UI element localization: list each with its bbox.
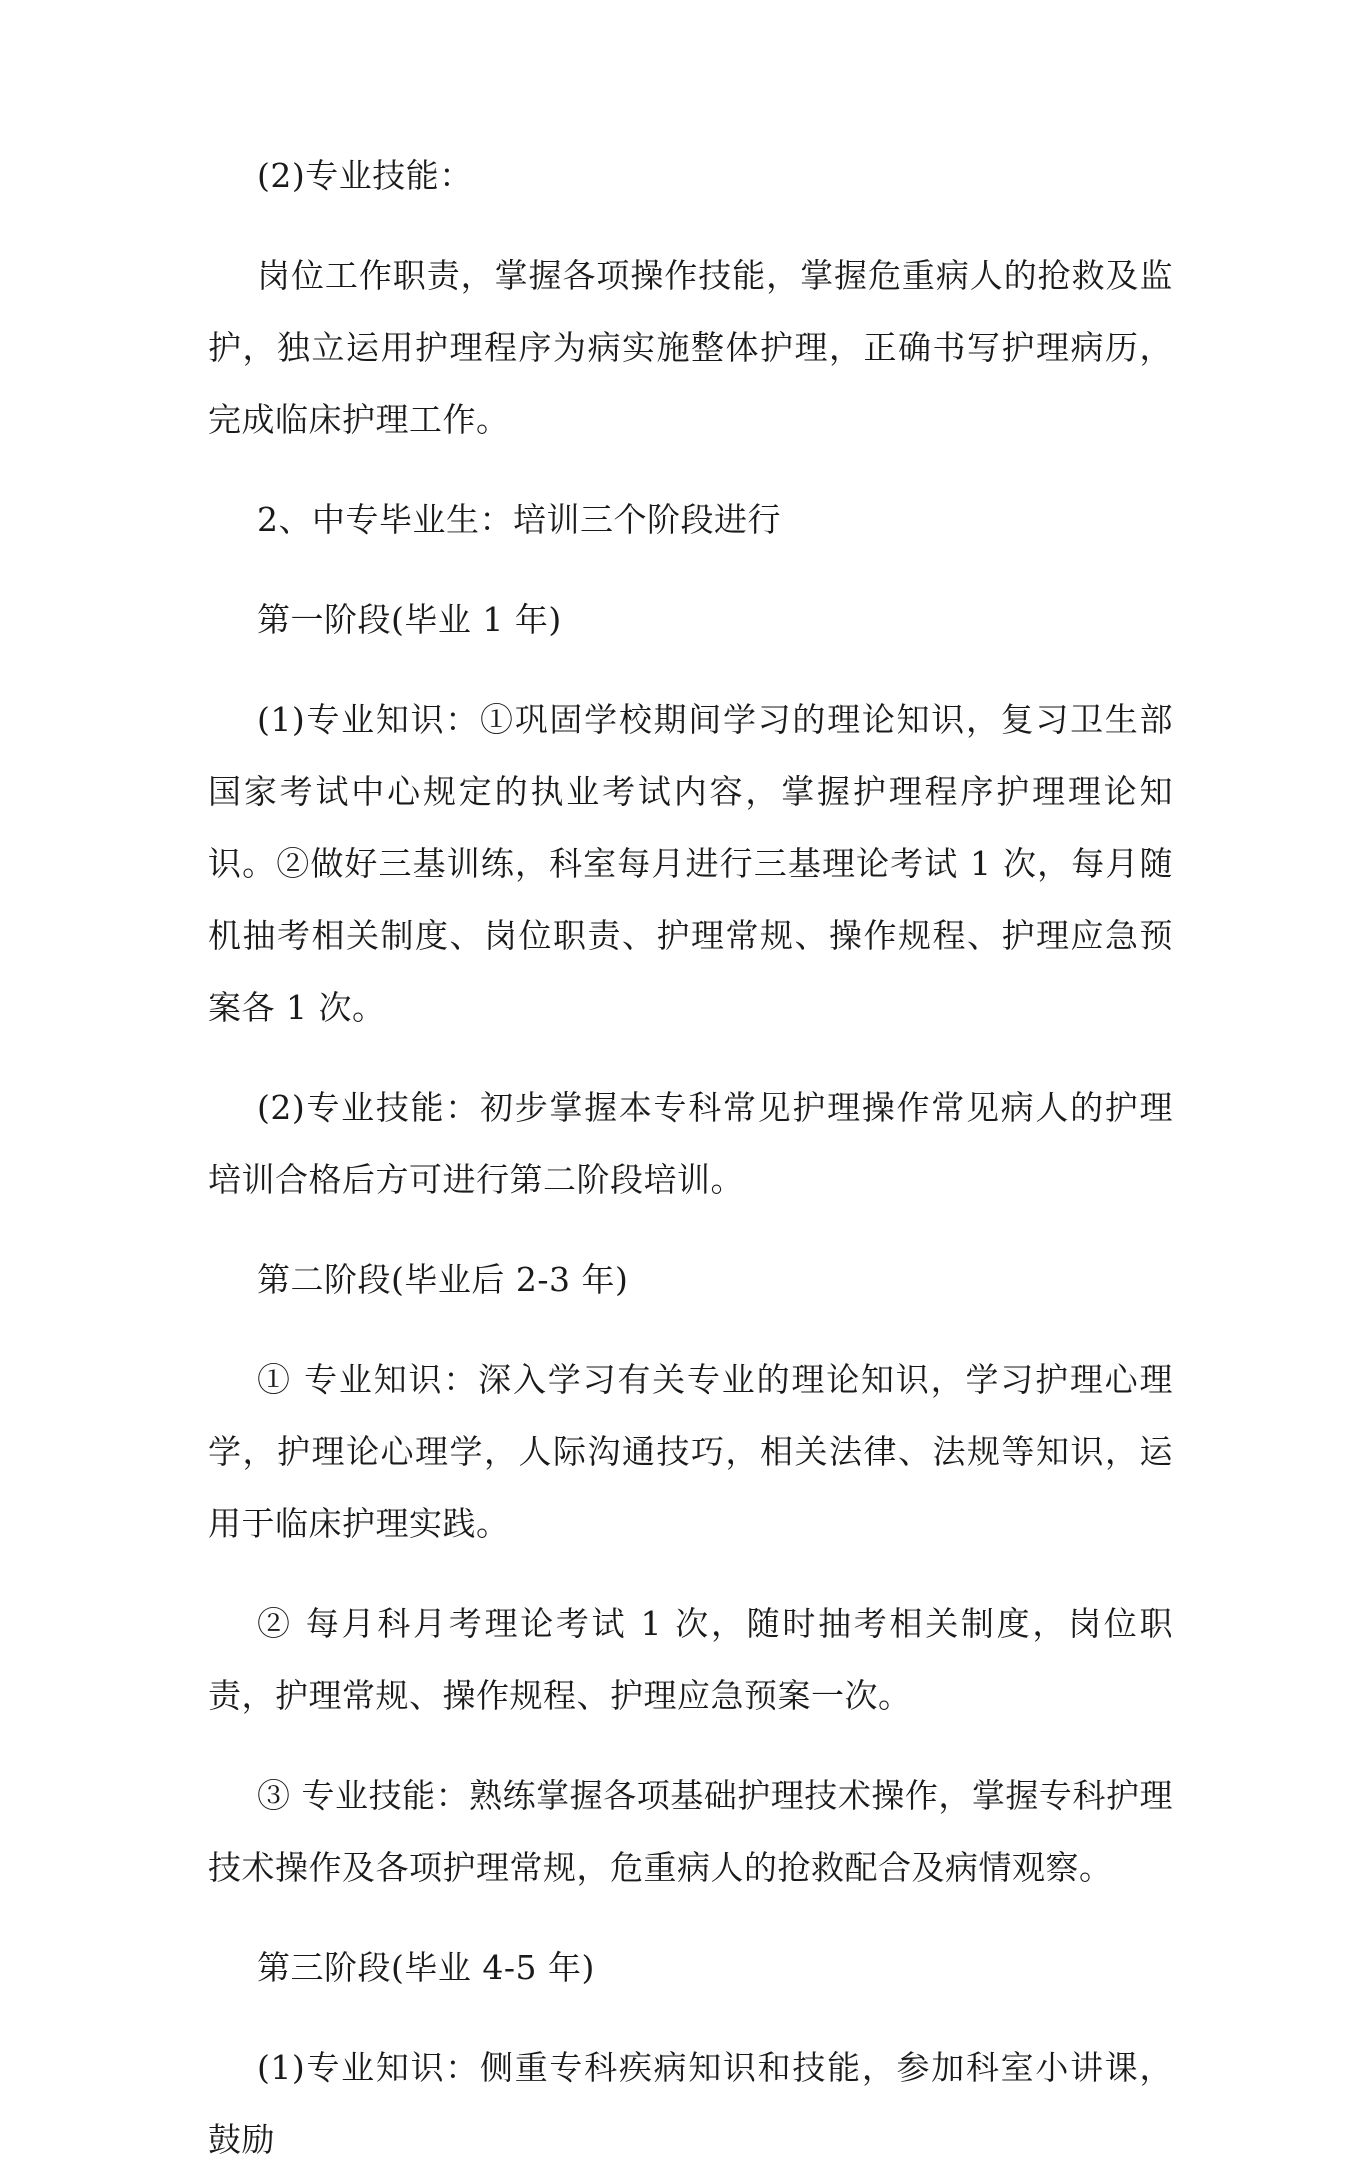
paragraph-stage-one-skills: (2)专业技能：初步掌握本专科常见护理操作常见病人的护理培训合格后方可进行第二阶段培训。	[208, 1088, 1173, 1199]
paragraph-stage-two-knowledge: ① 专业知识：深入学习有关专业的理论知识，学习护理心理学，护理论心理学，人际沟通技巧，相关法律、法规等知识，运用于临床护理实践。	[208, 1360, 1173, 1543]
paragraph-stage-two-exams: ② 每月科月考理论考试 1 次，随时抽考相关制度，岗位职责，护理常规、操作规程、护理应急预案一次。	[208, 1604, 1173, 1715]
paragraph-job-duties: 岗位工作职责，掌握各项操作技能，掌握危重病人的抢救及监护，独立运用护理程序为病实施整体护理，正确书写护理病历，完成临床护理工作。	[208, 256, 1173, 439]
document-body	[208, 140, 1173, 2176]
paragraph-skills-heading: (2)专业技能：	[257, 156, 473, 195]
paragraph-stage-one-knowledge: (1)专业知识：①巩固学校期间学习的理论知识，复习卫生部国家考试中心规定的执业考试内容，掌握护理程序护理理论知识。②做好三基训练，科室每月进行三基理论考试 1 次，每月随机抽考相关制度、岗位职责、护理常规、操作规程、护理应急预案各 1 次。	[208, 700, 1173, 1027]
paragraph-stage-two-heading: 第二阶段(毕业后 2-3 年)	[257, 1260, 629, 1299]
paragraph-secondary-graduates: 2、中专毕业生：培训三个阶段进行	[257, 500, 781, 539]
paragraph-stage-three-heading: 第三阶段(毕业 4-5 年)	[257, 1948, 595, 1987]
paragraph-stage-two-skills: ③ 专业技能：熟练掌握各项基础护理技术操作，掌握专科护理技术操作及各项护理常规，危重病人的抢救配合及病情观察。	[208, 1776, 1173, 1887]
paragraph-stage-three-knowledge: (1)专业知识：侧重专科疾病知识和技能，参加科室小讲课，鼓励	[208, 2048, 1173, 2159]
paragraph-stage-one-heading: 第一阶段(毕业 1 年)	[257, 600, 562, 639]
